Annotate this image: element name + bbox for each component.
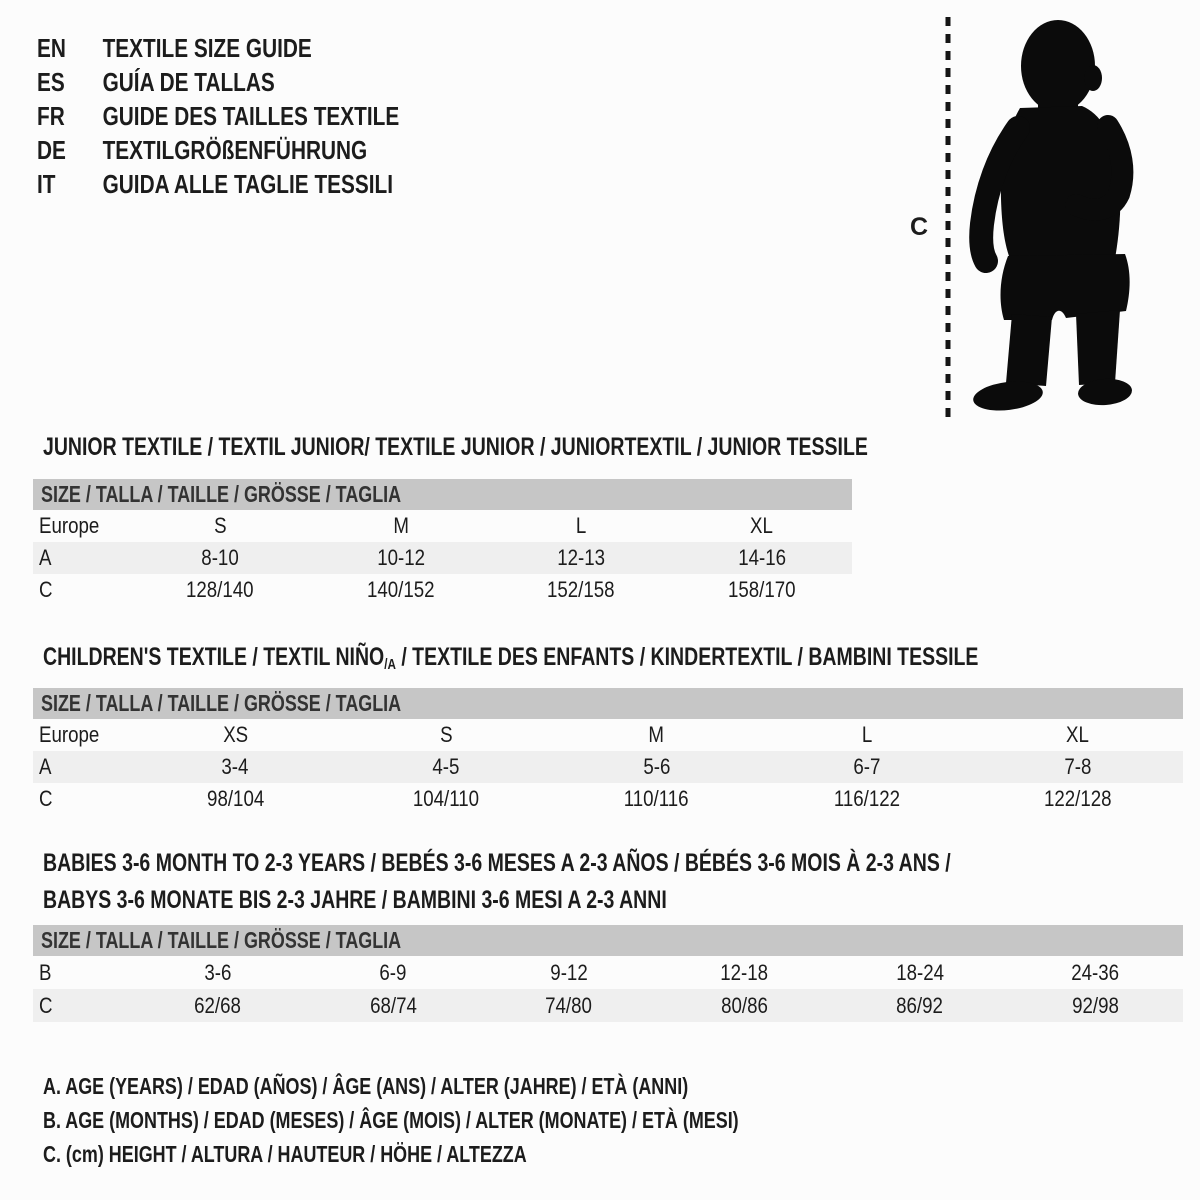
lang-row-es: [37, 65, 399, 99]
cell-text: S: [439, 722, 453, 747]
lang-title: TEXTILE SIZE GUIDE: [102, 32, 312, 63]
size-cell: [657, 960, 833, 986]
junior-section-title-text: JUNIOR TEXTILE / TEXTIL JUNIOR/ TEXTILE JUNIOR / JUNIORTEXTIL / JUNIOR TESSILE: [43, 433, 868, 461]
cell-text: XL: [1066, 722, 1090, 747]
cell-text: C: [39, 577, 53, 602]
babies-title-line2: BABYS 3-6 MONATE BIS 2-3 JAHRE / BAMBINI 3-6 MESI A 2-3 ANNI: [43, 886, 667, 914]
cell-text: M: [648, 722, 665, 747]
lang-row-fr: [37, 99, 399, 133]
cell-text: 12-13: [557, 545, 606, 570]
babies-section-title: [43, 845, 1200, 919]
lang-code: ES: [37, 66, 65, 97]
size-cell: [311, 577, 492, 603]
row-label: [33, 960, 130, 986]
junior-size-table: [33, 510, 852, 606]
size-cell: [1008, 993, 1184, 1019]
size-cell: [972, 786, 1183, 812]
cell-text: 5-6: [642, 754, 671, 779]
lang-code: EN: [37, 32, 66, 63]
size-cell: [762, 722, 973, 748]
row-label: [33, 513, 130, 539]
size-cell: [130, 545, 311, 571]
lang-row-de: [37, 133, 399, 167]
size-cell: [762, 786, 973, 812]
cell-text: S: [214, 513, 227, 538]
size-cell: [832, 993, 1008, 1019]
table-row: [33, 510, 852, 542]
children-size-bar: [33, 688, 1183, 719]
cell-text: L: [861, 722, 873, 747]
junior-size-bar-text: SIZE / TALLA / TAILLE / GRÖSSE / TAGLIA: [41, 481, 402, 507]
lang-title: GUÍA DE TALLAS: [102, 66, 275, 97]
cell-text: 9-12: [550, 959, 588, 985]
cell-text: 110/116: [624, 786, 689, 811]
table-row: [33, 751, 1183, 783]
lang-code: FR: [37, 100, 65, 131]
size-cell: [972, 722, 1183, 748]
legend-line-a: [43, 1069, 935, 1103]
cell-text: A: [39, 754, 52, 779]
table-row: [33, 719, 1183, 751]
table-row: [33, 783, 1183, 815]
size-cell: [672, 513, 853, 539]
dashed-height-line-icon: [944, 17, 952, 417]
legend-text: B. AGE (MONTHS) / EDAD (MESES) / ÂGE (MOIS) / ALTER (MONATE) / ETÀ (MESI): [43, 1106, 739, 1133]
cell-text: XS: [222, 722, 248, 747]
size-cell: [306, 993, 482, 1019]
cell-text: 4-5: [432, 754, 460, 779]
language-title-list: [37, 31, 399, 201]
size-cell: [672, 545, 853, 571]
size-cell: [491, 513, 672, 539]
table-row: [33, 574, 852, 606]
cell-text: 18-24: [895, 959, 944, 985]
row-label: [33, 993, 130, 1019]
cell-text: 6-7: [853, 754, 881, 779]
table-row: [33, 989, 1183, 1022]
cell-text: Europe: [39, 513, 100, 538]
size-cell: [341, 754, 552, 780]
lang-title: GUIDE DES TAILLES TEXTILE: [102, 100, 400, 131]
baby-silhouette-icon: [958, 14, 1140, 416]
cell-text: A: [39, 545, 52, 570]
cell-text: M: [392, 513, 409, 538]
size-cell: [672, 577, 853, 603]
row-label: [33, 577, 130, 603]
cell-text: 6-9: [379, 959, 407, 985]
size-cell: [551, 722, 762, 748]
row-label: [33, 545, 130, 571]
cell-text: L: [576, 513, 587, 538]
cell-text: 3-6: [204, 959, 232, 985]
size-cell: [481, 960, 657, 986]
cell-text: B: [39, 959, 52, 985]
babies-size-table: [33, 956, 1183, 1022]
babies-title-line1: BABIES 3-6 MONTH TO 2-3 YEARS / BEBÉS 3-6 MESES A 2-3 AÑOS / BÉBÉS 3-6 MOIS À 2-3 ANS /: [43, 849, 951, 877]
size-cell: [762, 754, 973, 780]
size-cell: [311, 513, 492, 539]
size-cell: [311, 545, 492, 571]
cell-text: 140/152: [366, 577, 435, 602]
children-section-title-text: CHILDREN'S TEXTILE / TEXTIL NIÑO/A / TEXTILE DES ENFANTS / KINDERTEXTIL / BAMBINI TESSILE: [43, 643, 979, 673]
row-label: [33, 786, 130, 812]
cell-text: C: [39, 992, 53, 1018]
size-cell: [130, 754, 341, 780]
size-cell: [491, 545, 672, 571]
size-cell: [551, 754, 762, 780]
lang-code: DE: [37, 134, 66, 165]
children-size-bar-text: SIZE / TALLA / TAILLE / GRÖSSE / TAGLIA: [41, 690, 402, 716]
size-cell: [130, 786, 341, 812]
size-cell: [972, 754, 1183, 780]
legend-line-c: [43, 1137, 935, 1171]
size-cell: [1008, 960, 1184, 986]
cell-text: 3-4: [221, 754, 249, 779]
lang-title: GUIDA ALLE TAGLIE TESSILI: [102, 168, 394, 199]
table-row: [33, 542, 852, 574]
cell-text: 122/128: [1043, 786, 1112, 811]
cell-text: 104/110: [412, 786, 480, 811]
size-cell: [130, 960, 306, 986]
cell-text: XL: [750, 513, 774, 538]
cell-text: 98/104: [206, 786, 264, 811]
cell-text: 7-8: [1064, 754, 1092, 779]
babies-size-bar: [33, 925, 1183, 956]
size-cell: [130, 993, 306, 1019]
size-cell: [551, 786, 762, 812]
cell-text: 24-36: [1071, 959, 1120, 985]
cell-text: 68/74: [369, 992, 417, 1018]
cell-text: 62/68: [194, 992, 242, 1018]
lang-code: IT: [37, 168, 56, 199]
babies-size-bar-text: SIZE / TALLA / TAILLE / GRÖSSE / TAGLIA: [41, 927, 402, 953]
row-label: [33, 754, 130, 780]
cell-text: 86/92: [896, 992, 944, 1018]
cell-text: 14-16: [737, 545, 786, 570]
cell-text: Europe: [39, 722, 100, 747]
size-cell: [130, 722, 341, 748]
nino-a-subscript: /A: [384, 656, 396, 673]
cell-text: 152/158: [547, 577, 616, 602]
cell-text: 158/170: [727, 577, 796, 602]
size-cell: [832, 960, 1008, 986]
cell-text: 12-18: [720, 959, 769, 985]
legend-line-b: [43, 1103, 935, 1137]
cell-text: C: [39, 786, 53, 811]
cell-text: 8-10: [201, 545, 239, 570]
cell-text: 74/80: [545, 992, 593, 1018]
size-cell: [341, 786, 552, 812]
size-cell: [130, 513, 311, 539]
cell-text: 80/86: [720, 992, 768, 1018]
children-size-table: [33, 719, 1183, 815]
cell-text: 10-12: [376, 545, 425, 570]
size-cell: [306, 960, 482, 986]
size-cell: [341, 722, 552, 748]
height-measure-label: C: [910, 213, 929, 241]
cell-text: 128/140: [186, 577, 255, 602]
junior-section-title: [43, 433, 1101, 462]
size-cell: [657, 993, 833, 1019]
size-cell: [491, 577, 672, 603]
cell-text: 92/98: [1071, 992, 1119, 1018]
junior-size-bar: [33, 479, 852, 510]
cell-text: 116/122: [833, 786, 901, 811]
legend-text: C. (cm) HEIGHT / ALTURA / HAUTEUR / HÖHE / ALTEZZA: [43, 1140, 527, 1167]
size-cell: [130, 577, 311, 603]
lang-title: TEXTILGRÖßENFÜHRUNG: [102, 134, 368, 165]
row-label: [33, 722, 130, 748]
legend-text: A. AGE (YEARS) / EDAD (AÑOS) / ÂGE (ANS) / ALTER (JAHRE) / ETÀ (ANNI): [43, 1072, 689, 1099]
children-section-title: [43, 643, 1200, 672]
legend-block: [43, 1069, 935, 1171]
table-row: [33, 956, 1183, 989]
size-cell: [481, 993, 657, 1019]
lang-row-en: [37, 31, 399, 65]
lang-row-it: [37, 167, 399, 201]
